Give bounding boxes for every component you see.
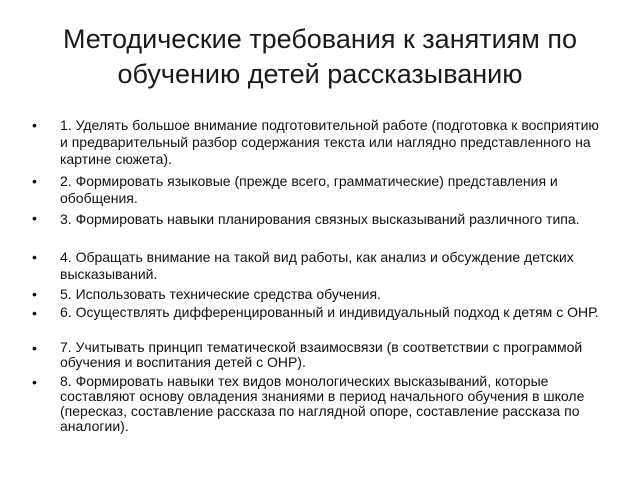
list-item-text: 5. Использовать технические средства обучения. — [60, 286, 381, 302]
list-item-text: 1. Уделять большое внимание подготовительной работе (подготовка к восприятию и предварительный разбор содержания текста или наглядно представленного на картине сюжета). — [60, 117, 599, 167]
list-item-4 — [32, 249, 605, 283]
list-item-text: 3. Формировать навыки планирования связных высказываний различного типа. — [60, 211, 580, 227]
bullet-icon: • — [32, 374, 37, 390]
list-item-text: 4. Обращать внимание на такой вид работы, как анализ и обсуждение детских высказываний. — [60, 249, 574, 282]
title-line-1: Методические требования к занятиям по — [63, 24, 577, 54]
bullet-icon: • — [32, 210, 37, 226]
bullet-icon: • — [32, 173, 37, 189]
list-item-text: 7. Учитывать принцип тематической взаимосвязи (в соответствии с программой обучения и воспитания детей с ОНР). — [60, 339, 583, 370]
list-item-7 — [32, 339, 605, 370]
bullet-icon: • — [32, 249, 37, 265]
bullet-icon: • — [32, 305, 37, 321]
list-item-1 — [32, 117, 605, 168]
bullet-icon: • — [32, 117, 37, 133]
bullet-icon: • — [32, 340, 37, 356]
list-item-text: 8. Формировать навыки тех видов монологических высказываний, которые составляют основу овладения знаниями в период начального обучения в школе (пересказ, составление рассказа по наглядной опоре, составление рассказа по аналогии). — [60, 373, 585, 434]
list-item-8 — [32, 373, 605, 434]
list-item-2 — [32, 173, 605, 207]
list-item-text: 6. Осуществлять дифференцированный и индивидуальный подход к детям с ОНР. — [60, 304, 599, 320]
list-item-3 — [32, 210, 605, 229]
title-line-2: обучению детей рассказыванию — [117, 59, 523, 89]
list-item-6 — [32, 304, 605, 321]
bullet-icon: • — [32, 286, 37, 302]
list-item-5 — [32, 286, 605, 303]
list-item-text: 2. Формировать языковые (прежде всего, грамматические) представления и обобщения. — [60, 173, 558, 206]
